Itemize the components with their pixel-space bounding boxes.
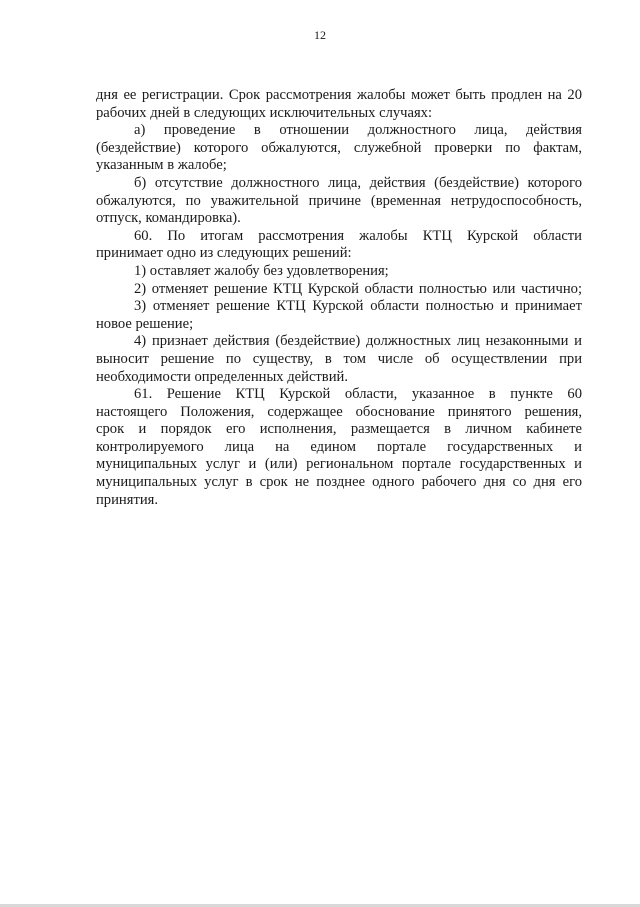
text-line: рабочих дней в следующих исключительных случаях: <box>96 104 433 121</box>
text-line: срок и порядок его исполнения, размещается в личном кабинете <box>96 421 582 438</box>
text-line: указанным в жалобе; <box>96 157 227 174</box>
text-line: б) отсутствие должностного лица, действия (бездействие) которого <box>134 174 582 191</box>
text-line: принимает одно из следующих решений: <box>96 245 352 262</box>
page-number: 12 <box>314 28 326 42</box>
text-line: 3) отменяет решение КТЦ Курской области полностью и принимает <box>134 298 582 315</box>
text-line: новое решение; <box>96 315 194 332</box>
text-line: 1) оставляет жалобу без удовлетворения; <box>134 262 389 279</box>
text-line: необходимости определенных действий. <box>96 368 348 385</box>
text-line: 2) отменяет решение КТЦ Курской области полностью или частично; <box>134 280 582 297</box>
text-line: муниципальных услуг в срок не позднее одного рабочего дня со дня его <box>96 474 582 491</box>
text-line: принятия. <box>96 491 158 508</box>
text-line: настоящего Положения, содержащее обоснование принятого решения, <box>96 403 582 420</box>
body-text <box>96 87 582 509</box>
text-line: контролируемого лица на едином портале государственных и <box>96 438 582 455</box>
text-line: 60. По итогам рассмотрения жалобы КТЦ Курской области <box>134 227 582 244</box>
text-line: отпуск, командировка). <box>96 210 241 227</box>
text-line: 61. Решение КТЦ Курской области, указанное в пункте 60 <box>134 386 582 403</box>
text-line: а) проведение в отношении должностного лица, действия <box>134 122 582 139</box>
text-line: дня ее регистрации. Срок рассмотрения жалобы может быть продлен на 20 <box>96 87 582 103</box>
text-line: выносит решение по существу, в том числе об осуществлении при <box>96 350 582 367</box>
text-line: муниципальных услуг и (или) региональном портале государственных и <box>96 456 582 473</box>
text-line: 4) признает действия (бездействие) должностных лиц незаконными и <box>134 333 582 350</box>
text-line: (бездействие) которого обжалуются, служебной проверки по фактам, <box>96 139 582 156</box>
text-line: обжалуются, по уважительной причине (временная нетрудоспособность, <box>96 192 582 209</box>
